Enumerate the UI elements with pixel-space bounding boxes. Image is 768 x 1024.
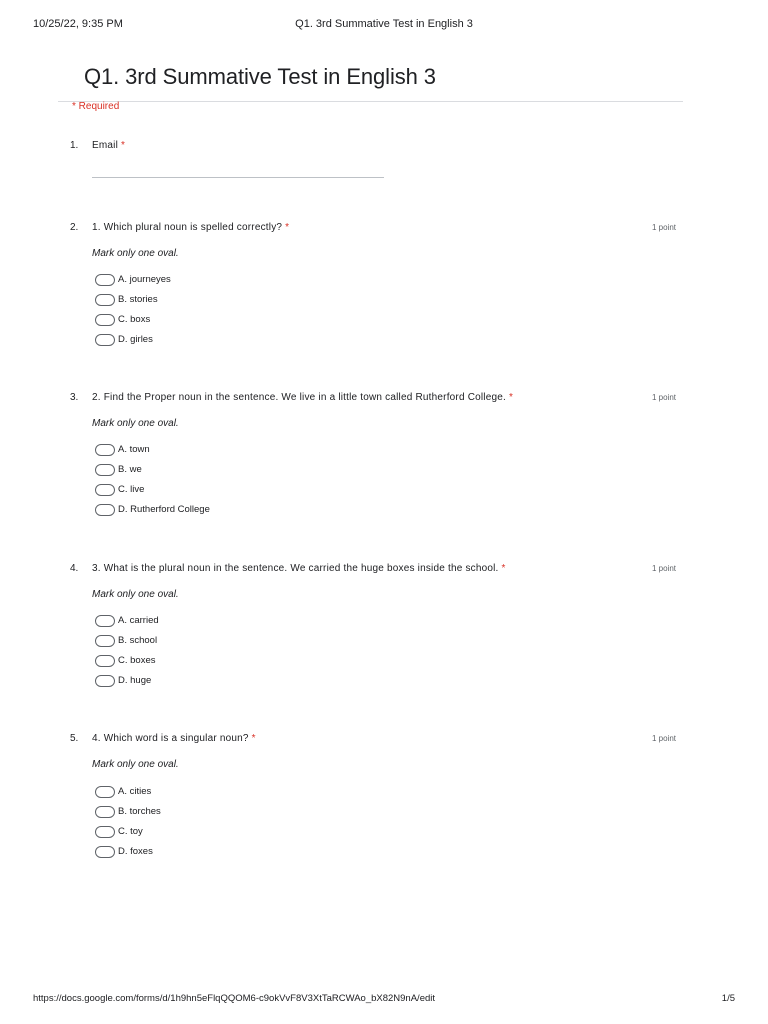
option-label: A. carried	[118, 615, 159, 626]
points-label: 1 point	[651, 734, 676, 743]
email-field[interactable]	[92, 177, 384, 178]
page-url: https://docs.google.com/forms/d/1h9hn5eFlqQQOM6-c9okVvF8V3XtTaRCWAo_bX82N9nA/edit	[33, 993, 436, 1004]
radio-oval[interactable]	[95, 334, 115, 346]
option-label: C. boxs	[118, 314, 151, 325]
question-text: 2. Find the Proper noun in the sentence. We live in a little town called Rutherford College. *	[92, 392, 514, 403]
radio-oval[interactable]	[95, 675, 115, 687]
option-label: D. girles	[118, 334, 153, 345]
mark-hint: Mark only one oval.	[92, 248, 179, 259]
radio-oval[interactable]	[95, 846, 115, 858]
option-label: D. foxes	[118, 846, 153, 857]
required-asterisk: *	[251, 733, 256, 744]
radio-oval[interactable]	[95, 635, 115, 647]
option-label: D. Rutherford College	[118, 504, 210, 515]
title-divider	[58, 101, 683, 102]
print-title: Q1. 3rd Summative Test in English 3	[295, 18, 473, 30]
radio-oval[interactable]	[95, 444, 115, 456]
required-asterisk: *	[285, 222, 290, 233]
radio-oval[interactable]	[95, 484, 115, 496]
question-number: 1.	[70, 140, 79, 151]
radio-oval[interactable]	[95, 464, 115, 476]
form-title: Q1. 3rd Summative Test in English 3	[84, 64, 436, 89]
radio-oval[interactable]	[95, 274, 115, 286]
radio-oval[interactable]	[95, 314, 115, 326]
option-label: C. boxes	[118, 655, 156, 666]
option-label: B. torches	[118, 806, 161, 817]
question-text: 1. Which plural noun is spelled correctly? *	[92, 222, 290, 233]
required-asterisk: *	[508, 392, 514, 403]
print-footer	[33, 993, 735, 1005]
option-label: B. school	[118, 635, 158, 646]
option-label: C. live	[118, 484, 145, 495]
question-number: 5.	[70, 733, 79, 744]
required-note: * Required	[72, 101, 120, 112]
page-number: 1/5	[721, 993, 735, 1004]
question-text: 3. What is the plural noun in the sentence. We carried the huge boxes inside the school. *	[92, 563, 506, 574]
required-asterisk: *	[501, 563, 506, 574]
radio-oval[interactable]	[95, 806, 115, 818]
question-number: 4.	[70, 563, 79, 574]
option-label: D. huge	[118, 675, 152, 686]
mark-hint: Mark only one oval.	[92, 759, 179, 770]
mark-hint: Mark only one oval.	[92, 418, 179, 429]
required-asterisk: *	[121, 140, 126, 151]
question-text: 4. Which word is a singular noun? *	[92, 733, 256, 744]
option-label: A. journeyes	[118, 274, 171, 285]
option-label: A. town	[118, 444, 150, 455]
option-label: B. stories	[118, 294, 158, 305]
points-label: 1 point	[651, 564, 676, 573]
mark-hint: Mark only one oval.	[92, 589, 179, 600]
radio-oval[interactable]	[95, 504, 115, 516]
question-number: 2.	[70, 222, 79, 233]
option-label: C. toy	[118, 826, 143, 837]
points-label: 1 point	[651, 393, 676, 402]
radio-oval[interactable]	[95, 294, 115, 306]
radio-oval[interactable]	[95, 786, 115, 798]
radio-oval[interactable]	[95, 826, 115, 838]
points-label: 1 point	[651, 223, 676, 232]
print-datetime: 10/25/22, 9:35 PM	[33, 18, 123, 30]
radio-oval[interactable]	[95, 655, 115, 667]
print-header	[33, 18, 735, 32]
radio-oval[interactable]	[95, 615, 115, 627]
option-label: B. we	[118, 464, 142, 475]
question-number: 3.	[70, 392, 79, 403]
option-label: A. cities	[118, 786, 152, 797]
question-text: Email *	[92, 140, 126, 151]
